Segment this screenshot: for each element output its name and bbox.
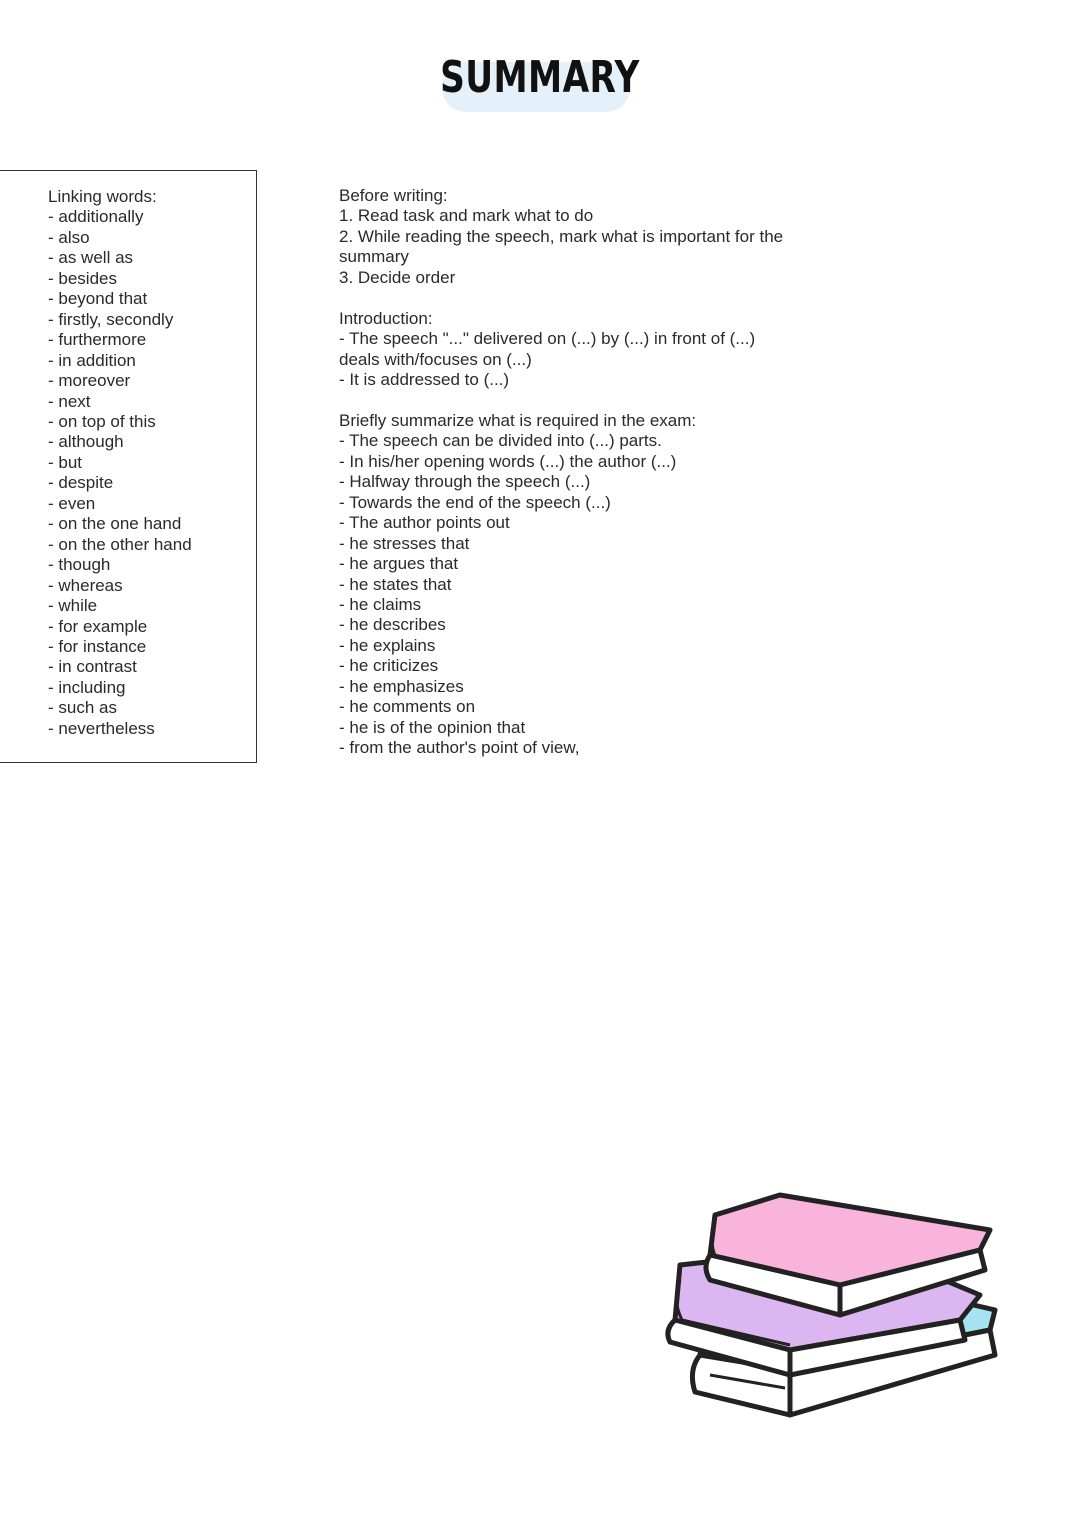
linking-word-item: - including (48, 677, 126, 697)
page-title: SUMMARY (440, 52, 640, 103)
before-writing-line: summary (339, 247, 409, 267)
linking-word-item: - besides (48, 268, 117, 288)
linking-word-item: - on top of this (48, 411, 156, 431)
linking-word-item: - firstly, secondly (48, 309, 174, 329)
introduction-heading: Introduction: (339, 308, 433, 328)
linking-word-item: - in addition (48, 350, 136, 370)
before-writing-section (339, 186, 859, 288)
linking-word-item: - beyond that (48, 289, 148, 309)
linking-word-item: - moreover (48, 371, 131, 391)
linking-word-item: - in contrast (48, 657, 137, 677)
exam-section (339, 411, 859, 759)
introduction-section (339, 309, 859, 391)
exam-lines (339, 431, 859, 758)
introduction-lines (339, 329, 859, 390)
linking-word-item: - though (48, 555, 111, 575)
exam-line: - The speech can be divided into (...) parts. (339, 431, 662, 451)
introduction-line: - The speech "..." delivered on (...) by (...) in front of (...) (339, 329, 756, 349)
exam-line: - he is of the opinion that (339, 717, 526, 737)
exam-line: - he emphasizes (339, 676, 464, 696)
linking-word-item: - furthermore (48, 330, 147, 350)
exam-line: - he criticizes (339, 656, 439, 676)
books-stack-illustration (650, 1170, 1020, 1440)
exam-line: - he explains (339, 635, 436, 655)
before-writing-line: 1. Read task and mark what to do (339, 206, 594, 226)
exam-line: - he argues that (339, 554, 459, 574)
exam-line: - he stresses that (339, 533, 470, 553)
exam-line: - Halfway through the speech (...) (339, 472, 591, 492)
linking-word-item: - for example (48, 616, 148, 636)
linking-word-item: - nevertheless (48, 718, 155, 738)
linking-words-heading: Linking words: (48, 187, 157, 206)
before-writing-line: 2. While reading the speech, mark what is important for the (339, 226, 784, 246)
linking-word-item: - on the one hand (48, 514, 182, 534)
before-writing-lines (339, 206, 859, 288)
linking-word-item: - also (48, 227, 90, 247)
linking-word-item: - while (48, 596, 98, 616)
exam-line: - Towards the end of the speech (...) (339, 492, 611, 512)
linking-word-item: - as well as (48, 248, 134, 268)
linking-word-item: - such as (48, 698, 117, 718)
linking-word-item: - but (48, 452, 83, 472)
linking-word-item: - whereas (48, 575, 123, 595)
linking-words-list (48, 187, 192, 739)
linking-word-item: - additionally (48, 207, 144, 227)
exam-line: - The author points out (339, 513, 510, 533)
linking-words-items (48, 207, 192, 739)
linking-word-item: - for instance (48, 636, 147, 656)
summary-guide (339, 186, 859, 779)
before-writing-heading: Before writing: (339, 186, 448, 205)
linking-word-item: - even (48, 493, 96, 513)
linking-word-item: - despite (48, 473, 114, 493)
linking-words-box (0, 170, 257, 763)
exam-line: - he states that (339, 574, 452, 594)
linking-word-item: - next (48, 391, 91, 411)
title-container (0, 52, 1080, 103)
exam-heading: Briefly summarize what is required in the exam: (339, 410, 697, 430)
before-writing-line: 3. Decide order (339, 267, 456, 287)
introduction-line: - It is addressed to (...) (339, 370, 510, 390)
exam-line: - he describes (339, 615, 446, 635)
linking-word-item: - although (48, 432, 124, 452)
exam-line: - from the author's point of view, (339, 738, 580, 758)
exam-line: - he comments on (339, 697, 476, 717)
exam-line: - he claims (339, 595, 422, 615)
introduction-line: deals with/focuses on (...) (339, 349, 532, 369)
linking-word-item: - on the other hand (48, 534, 192, 554)
exam-line: - In his/her opening words (...) the author (...) (339, 451, 677, 471)
